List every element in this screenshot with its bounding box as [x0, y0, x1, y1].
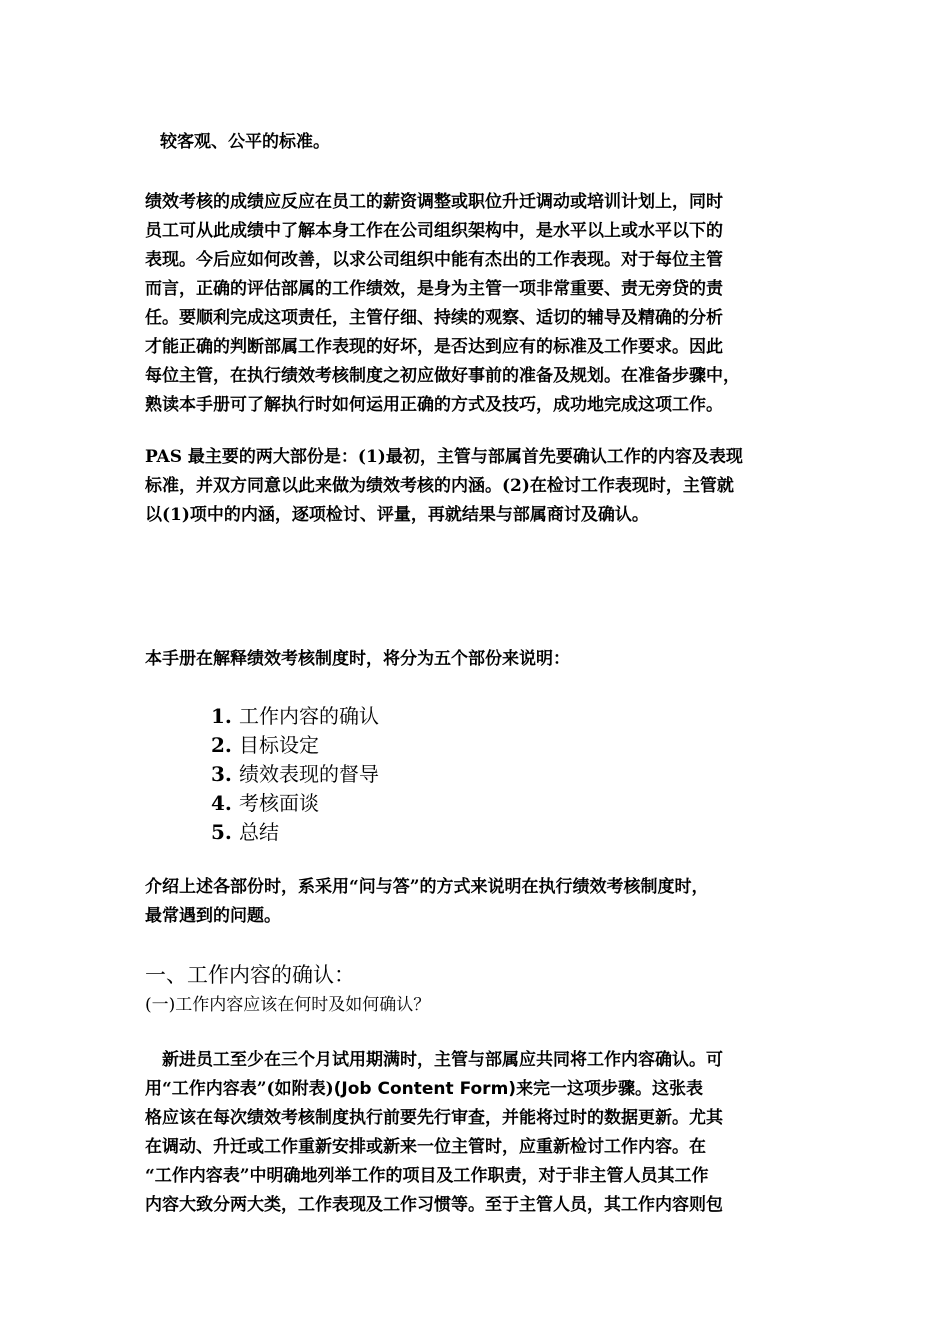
text-fragment: 来完一这项步骤。这张表 — [516, 1079, 704, 1099]
list-text: 总结 — [239, 820, 279, 844]
text-line: 以(1)项中的内涵，逐项检讨、评量，再就结果与部属商讨及确认。 — [145, 505, 649, 525]
text-line: 本手册在解释绩效考核制度时，将分为五个部份来说明： — [145, 649, 570, 669]
text-line: 最常遇到的问题。 — [145, 906, 281, 926]
text-line: 才能正确的判断部属工作表现的好坏，是否达到应有的标准及工作要求。因此 — [145, 337, 723, 357]
numbered-list — [211, 702, 379, 847]
list-number: 2. — [211, 733, 232, 757]
section-subheading: (一)工作内容应该在何时及如何确认？ — [145, 995, 431, 1015]
paragraph-qa-method — [145, 873, 815, 931]
list-number: 3. — [211, 762, 232, 786]
text-line: PAS 最主要的两大部份是：(1)最初，主管与部属首先要确认工作的内容及表现 — [145, 447, 743, 467]
paragraph-continuation — [160, 128, 830, 157]
list-text: 目标设定 — [239, 733, 319, 757]
text-fragment: 用“工作内容表”(如附表) — [145, 1079, 334, 1099]
text-line: 内容大致分两大类，工作表现及工作习惯等。至于主管人员，其工作内容则包 — [145, 1195, 723, 1215]
list-number: 5. — [211, 820, 232, 844]
list-item — [211, 760, 379, 789]
text-line — [145, 1075, 815, 1104]
paragraph-pas-parts — [145, 443, 815, 530]
list-item — [211, 702, 379, 731]
text-line: 新进员工至少在三个月试用期满时，主管与部属应共同将工作内容确认。可 — [162, 1050, 723, 1070]
section-heading: 一、工作内容的确认： — [145, 963, 355, 987]
list-number: 4. — [211, 791, 232, 815]
text-fragment-english: (Job Content Form) — [333, 1079, 517, 1099]
text-line: 任。要顺利完成这项责任，主管仔细、持续的观察、适切的辅导及精确的分析 — [145, 308, 723, 328]
text-line: 在调动、升迁或工作重新安排或新来一位主管时，应重新检讨工作内容。在 — [145, 1137, 706, 1157]
text-line: 表现。今后应如何改善，以求公司组织中能有杰出的工作表现。对于每位主管 — [145, 250, 723, 270]
list-text: 考核面谈 — [239, 791, 319, 815]
text-line: 绩效考核的成绩应反应在员工的薪资调整或职位升迁调动或培训计划上，同时 — [145, 192, 723, 212]
text-line: 较客观、公平的标准。 — [160, 132, 330, 152]
text-line: 每位主管，在执行绩效考核制度之初应做好事前的准备及规划。在准备步骤中， — [145, 366, 740, 386]
list-item — [211, 789, 379, 818]
paragraph-job-content — [145, 1046, 815, 1220]
text-line: “工作内容表”中明确地列举工作的项目及工作职责，对于非主管人员其工作 — [145, 1166, 709, 1186]
list-item — [211, 818, 379, 847]
text-line: 熟读本手册可了解执行时如何运用正确的方式及技巧，成功地完成这项工作。 — [145, 395, 723, 415]
text-line: 介绍上述各部份时，系采用“问与答”的方式来说明在执行绩效考核制度时， — [145, 877, 709, 897]
list-number: 1. — [211, 704, 232, 728]
text-line: 标准，并双方同意以此来做为绩效考核的内涵。(2)在检讨工作表现时，主管就 — [145, 476, 734, 496]
text-line: 格应该在每次绩效考核制度执行前要先行审查，并能将过时的数据更新。尤其 — [145, 1108, 723, 1128]
list-item — [211, 731, 379, 760]
list-text: 绩效表现的督导 — [239, 762, 379, 786]
paragraph-manual-intro — [145, 645, 815, 674]
paragraph-performance-results — [145, 188, 815, 420]
text-line: 员工可从此成绩中了解本身工作在公司组织架构中，是水平以上或水平以下的 — [145, 221, 723, 241]
list-text: 工作内容的确认 — [239, 704, 379, 728]
text-line: 而言，正确的评估部属的工作绩效，是身为主管一项非常重要、责无旁贷的责 — [145, 279, 723, 299]
